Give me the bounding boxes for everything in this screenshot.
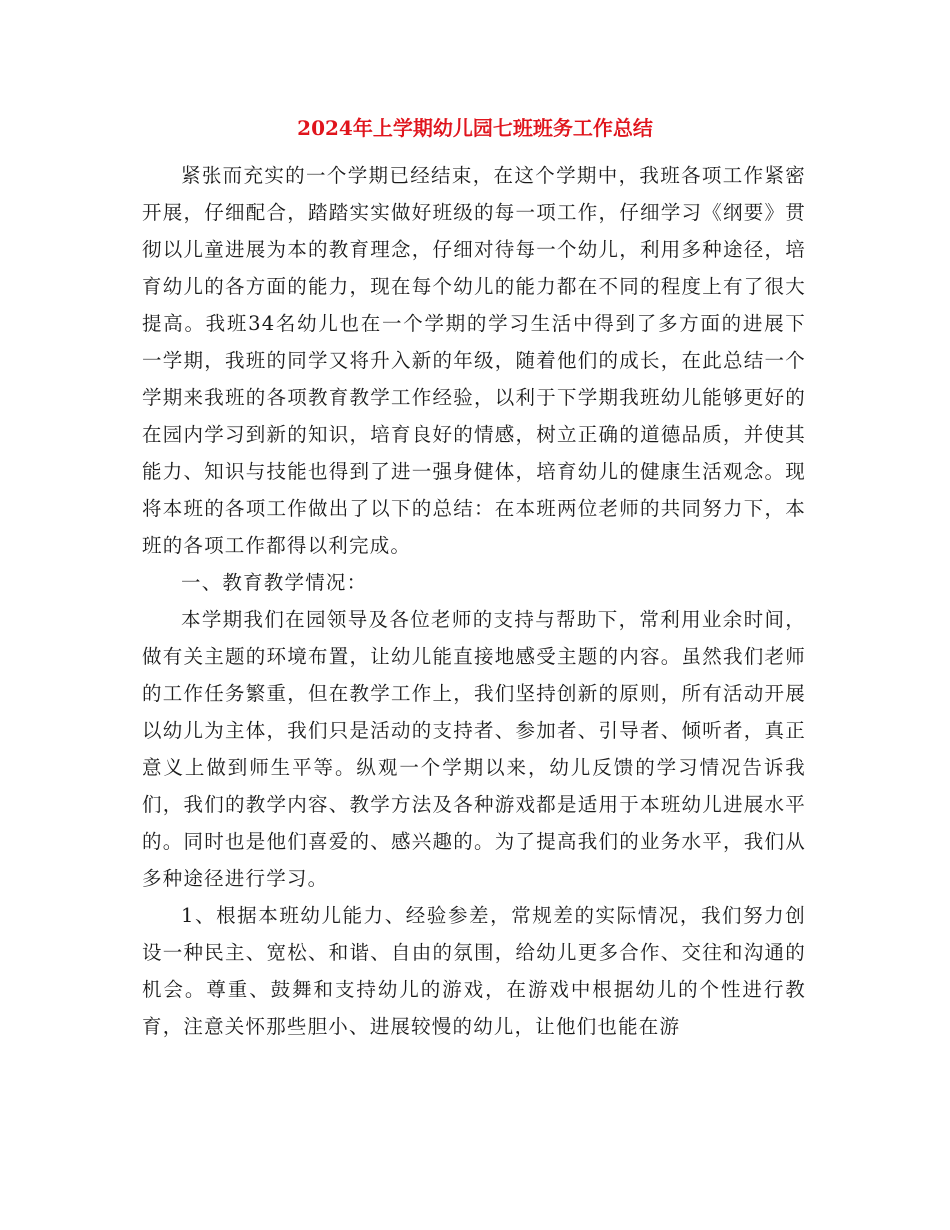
- document-title: 2024年上学期幼儿园七班班务工作总结: [297, 116, 653, 140]
- paragraph-intro: 紧张而充实的一个学期已经结束，在这个学期中，我班各项工作紧密开展，仔细配合，踏踏实实做好班级的每一项工作，仔细学习《纲要》贯彻以儿童进展为本的教育理念，仔细对待每一个幼儿，利用多种途径，培育幼儿的各方面的能力，现在每个幼儿的能力都在不同的程度上有了很大提高。我班34名幼儿也在一个学期的学习生活中得到了多方面的进展下一学期，我班的同学又将升入新的年级，随着他们的成长，在此总结一个学期来我班的各项教育教学工作经验，以利于下学期我班幼儿能够更好的在园内学习到新的知识，培育良好的情感，树立正确的道德品质，并使其能力、知识与技能也得到了进一强身健体，培育幼儿的健康生活观念。现将本班的各项工作做出了以下的总结：在本班两位老师的共同努力下，本班的各项工作都得以利完成。: [142, 164, 806, 557]
- paragraph-point-1: 1、根据本班幼儿能力、经验参差，常规差的实际情况，我们努力创设一种民主、宽松、和谐、自由的氛围，给幼儿更多合作、交往和沟通的机会。尊重、鼓舞和支持幼儿的游戏，在游戏中根据幼儿的个性进行教育，注意关怀那些胆小、进展较慢的幼儿，让他们也能在游: [142, 904, 806, 1038]
- document-body: [142, 157, 806, 1045]
- paragraph-teaching: 本学期我们在园领导及各位老师的支持与帮助下，常利用业余时间，做有关主题的环境布置，让幼儿能直接地感受主题的内容。虽然我们老师的工作任务繁重，但在教学工作上，我们坚持创新的原则，所有活动开展以幼儿为主体，我们只是活动的支持者、参加者、引导者、倾听者，真正意义上做到师生平等。纵观一个学期以来，幼儿反馈的学习情况告诉我们，我们的教学内容、教学方法及各种游戏都是适用于本班幼儿进展水平的。同时也是他们喜爱的、感兴趣的。为了提高我们的业务水平，我们从多种途径进行学习。: [142, 608, 806, 890]
- section-heading-teaching: 一、教育教学情况：: [181, 571, 368, 594]
